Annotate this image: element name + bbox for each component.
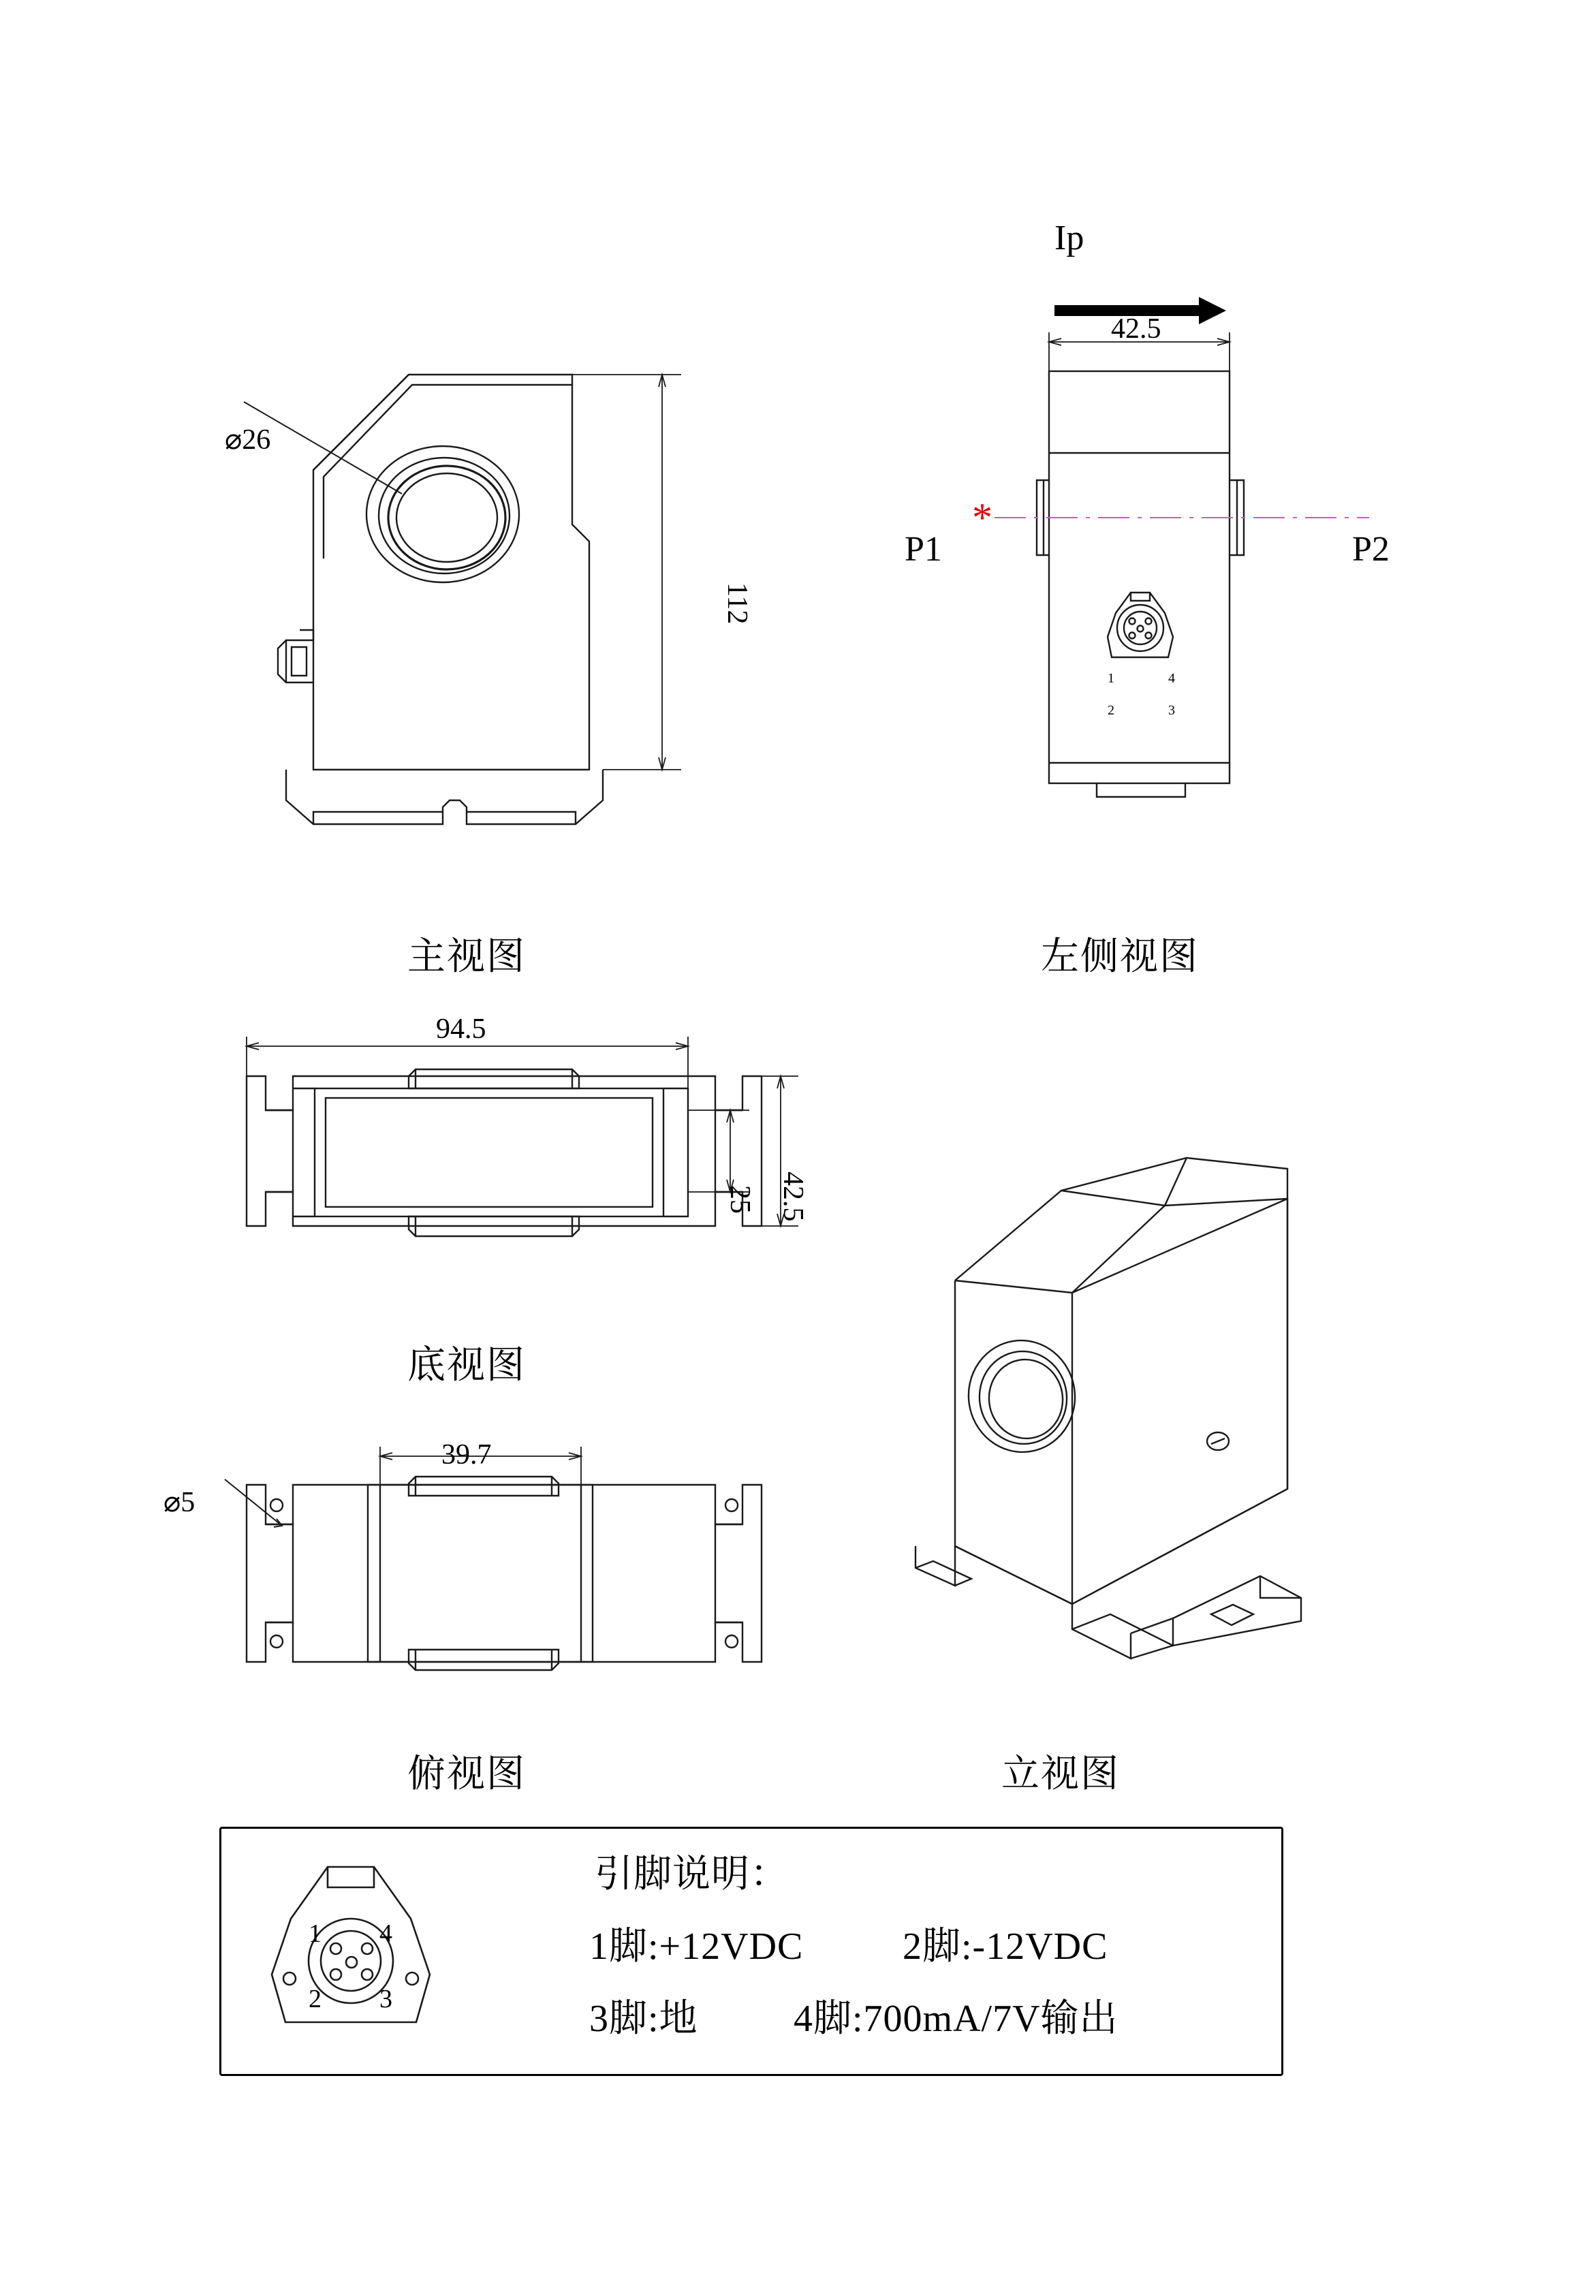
pin-legend-heading: 引脚说明： [595,1853,789,1896]
connector-pin-3-left-view: 3 [1168,703,1175,718]
front-view-title: 主视图 [407,936,526,978]
terminal-p2-label: P2 [1352,530,1390,569]
bottom-view-title: 底视图 [407,1344,526,1387]
top-width-label: 39.7 [441,1439,492,1471]
pin-legend-line1-left: 1脚:+12VDC [589,1925,804,1968]
top-view-drawing [211,1437,824,1723]
top-hole-diameter-label: ⌀5 [163,1487,195,1518]
pin-legend-line2-right: 4脚:700mA/7V输出 [794,1998,1118,2040]
bottom-depth-label: 42.5 [777,1171,809,1222]
bottom-width-label: 94.5 [436,1013,486,1045]
legend-pin-2-number: 2 [309,1985,322,2013]
connector-pin-2-left-view: 2 [1108,703,1114,718]
left-view-title: 左侧视图 [1041,936,1199,978]
terminal-p1-label: P1 [905,530,942,569]
polarity-marker-label: * [972,495,992,540]
connector-pin-4-left-view: 4 [1168,671,1175,686]
connector-pinout-icon [240,1838,458,2063]
front-hole-diameter-label: ⌀26 [225,424,271,456]
primary-current-label: Ip [1054,219,1084,257]
bottom-view-drawing [211,1022,824,1294]
iso-view-drawing [906,1076,1519,1744]
left-width-label: 42.5 [1111,313,1161,345]
pin-legend-box [219,1827,1283,2076]
legend-pin-1-number: 1 [309,1919,322,1948]
legend-pin-4-number: 4 [379,1919,392,1948]
top-view-title: 俯视图 [407,1753,526,1795]
pin-legend-line1-right: 2脚:-12VDC [903,1925,1108,1968]
front-height-label: 112 [721,582,753,625]
iso-view-title: 立视图 [1001,1753,1120,1795]
bottom-slot-label: 25 [724,1185,755,1214]
pin-legend-line2-left: 3脚:地 [589,1998,698,2040]
legend-pin-3-number: 3 [379,1985,392,2013]
connector-pin-1-left-view: 1 [1108,671,1114,686]
